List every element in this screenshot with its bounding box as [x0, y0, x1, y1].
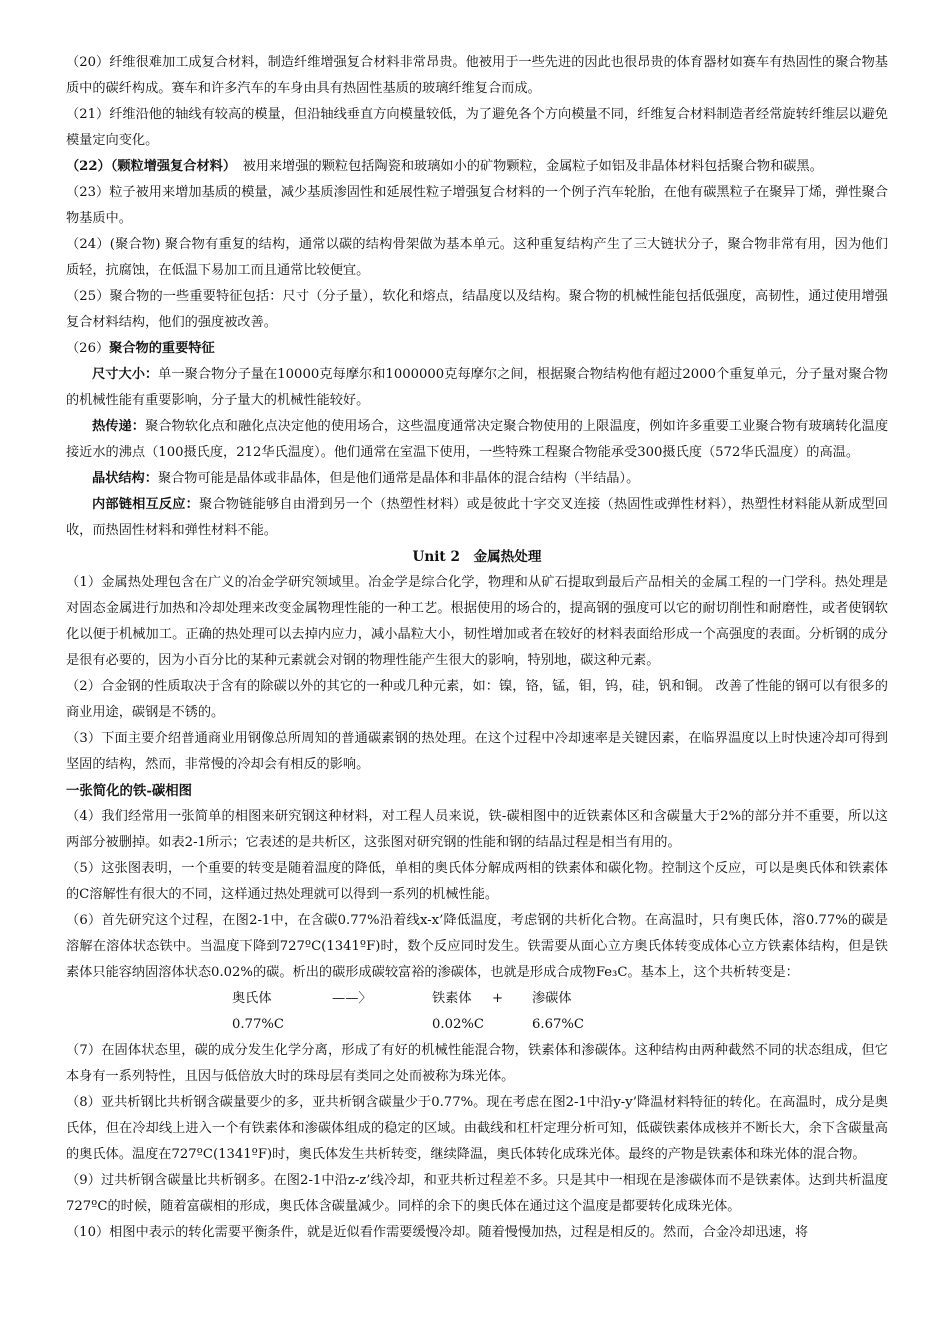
paragraph-22-text: 被用来增强的颗粒包括陶瓷和玻璃如小的矿物颗粒，金属粒子如铝及非晶体材料包括聚合物和碳黑。: [242, 159, 823, 174]
feature-heat: [66, 414, 888, 466]
equation-cementite-carbon: 6.67%C: [532, 1017, 584, 1032]
equation-ferrite-carbon: 0.02%C: [432, 1017, 484, 1032]
section-paragraph-6: （6）首先研究这个过程，在图2-1中，在含碳0.77%沿着线x-x’降低温度，考虑钢的共析化合物。在高温时，只有奥氏体，溶0.77%的碳是溶解在溶体状态铁中。当温度下降到727ºC(1341ºF)时，数个反应同时发生。铁需要从面心立方奥氏体转变成体心立方铁素体结构，但是铁素体只能容纳固溶体状态0.02%的碳。析出的碳形成碳较富裕的渗碳体，也就是形成合成物Fe₃C。基本上，这个共析转变是：: [66, 913, 888, 980]
section-paragraph-10: （10）相图中表示的转化需要平衡条件，就是近似看作需要缓慢冷却。随着慢慢加热，过程是相反的。然而，合金冷却迅速，将: [66, 1225, 809, 1240]
section-paragraph-8: （8）亚共析钢比共析钢含碳量要少的多，亚共析钢含碳量少于0.77%。现在考虑在图2-1中沿y-y’降温材料特征的转化。在高温时，成分是奥氏体，但在冷却线上进入一个有铁素体和渗碳体组成的稳定的区域。由截线和杠杆定理分析可知，低碳铁素体成核并不断长大，余下含碳量高的奥氏体。温度在727ºC(1341ºF)时，奥氏体发生共析转变，继续降温，奥氏体转化成珠光体。最终的产物是铁素体和珠光体的混合物。: [66, 1095, 888, 1162]
paragraph-22-heading: （22）（颗粒增强复合材料）: [66, 159, 230, 174]
section-heading: 一张简化的铁-碳相图: [66, 783, 193, 799]
feature-label: 尺寸大小：: [92, 367, 159, 382]
paragraph-22: [66, 154, 888, 180]
equation-blank: [492, 1012, 532, 1038]
equation-austenite: 奥氏体: [232, 991, 272, 1006]
feature-label: 内部链相互反应：: [92, 497, 200, 512]
paragraph-25: （25）聚合物的一些重要特征包括：尺寸（分子量），软化和熔点，结晶度以及结构。聚合物的机械性能包括低强度，高韧性，通过使用增强复合材料结构，他们的强度被改善。: [66, 289, 888, 330]
feature-size: [66, 362, 888, 414]
feature-label: 晶状结构：: [92, 471, 158, 486]
document-page: [66, 50, 888, 1246]
paragraph-24: （24）(聚合物) 聚合物有重复的结构，通常以碳的结构骨架做为基本单元。这种重复结构产生了三大链状分子，聚合物非常有用，因为他们质轻，抗腐蚀，在低温下易加工而且通常比较便宜。: [66, 237, 888, 278]
section-paragraph-5: （5）这张图表明，一个重要的转变是随着温度的降低，单相的奥氏体分解成两相的铁素体和碳化物。控制这个反应，可以是奥氏体和铁素体的C溶解性有很大的不同，这样通过热处理就可以得到一系列的机械性能。: [66, 861, 888, 902]
eutectoid-equation: [232, 986, 888, 1038]
paragraph-26: [66, 336, 888, 362]
feature-text: 单一聚合物分子量在10000克每摩尔和1000000克每摩尔之间，根据聚合物结构他有超过2000个重复单元，分子量对聚合物的机械性能有重要影响，分子量大的机械性能较好。: [66, 367, 888, 408]
feature-text: 聚合物可能是晶体或非晶体，但是他们通常是晶体和非晶体的混合结构（半结晶）。: [157, 471, 640, 486]
section-paragraph-9: （9）过共析钢含碳量比共析钢多。在图2-1中沿z-z’线冷却，和亚共析过程差不多。只是其中一相现在是渗碳体而不是铁素体。达到共析温度727ºC的时候，随着富碳相的形成，奥氏体含碳量减少。同样的余下的奥氏体在通过这个温度是都要转化成珠光体。: [66, 1173, 888, 1214]
paragraph-26-number: （26）: [66, 341, 110, 356]
equation-ferrite: 铁素体: [432, 991, 472, 1006]
equation-blank: [332, 1012, 432, 1038]
section-paragraph-4: （4）我们经常用一张简单的相图来研究钢这种材料，对工程人员来说，铁-碳相图中的近铁素体区和含碳量大于2%的部分并不重要，所以这两部分被删掉。如表2-1所示；它表述的是共析区，这张图对研究钢的性能和钢的结晶过程是相当有用的。: [66, 809, 888, 850]
unit-paragraph-3: （3）下面主要介绍普通商业用钢像总所周知的普通碳素钢的热处理。在这个过程中冷却速率是关键因素，在临界温度以上时快速冷却可得到坚固的结构，然而，非常慢的冷却会有相反的影响。: [66, 731, 888, 772]
feature-text: 聚合物链能够自由滑到另一个（热塑性材料）或是彼此十字交叉连接（热固性或弹性材料），热塑性材料能从新成型回收，而热固性材料和弹性材料不能。: [66, 497, 888, 538]
section-paragraph-7: （7）在固体状态里，碳的成分发生化学分离，形成了有好的机械性能混合物，铁素体和渗碳体。这种结构由两种截然不同的状态组成，但它本身有一系列特性，且因与低倍放大时的珠母层有类同之处而被称为珠光体。: [66, 1043, 888, 1084]
paragraph-20: （20）纤维很难加工成复合材料，制造纤维增强复合材料非常昂贵。他被用于一些先进的因此也很昂贵的体育器材如赛车有热固性的聚合物基质中的碳纤构成。赛车和许多汽车的车身由具有热固性基质的玻璃纤维复合而成。: [66, 55, 888, 96]
paragraph-26-heading: 聚合物的重要特征: [109, 341, 215, 356]
equation-arrow: ——〉: [332, 991, 372, 1006]
paragraph-21: （21）纤维沿他的轴线有较高的模量，但沿轴线垂直方向模量较低，为了避免各个方向模量不同，纤维复合材料制造者经常旋转纤维层以避免模量定向变化。: [66, 107, 888, 148]
feature-chain: [66, 492, 888, 544]
feature-label: 热传递：: [92, 419, 146, 434]
unit-paragraph-2: （2）合金钢的性质取决于含有的除碳以外的其它的一种或几种元素，如：镍，铬，锰，钼，钨，硅，钒和铜。 改善了性能的钢可以有很多的商业用途，碳钢是不锈的。: [66, 679, 888, 720]
unit-paragraph-1: （1）金属热处理包含在广义的冶金学研究领域里。冶金学是综合化学，物理和从矿石提取到最后产品相关的金属工程的一门学科。热处理是对固态金属进行加热和冷却处理来改变金属物理性能的一种工艺。根据使用的场合的，提高钢的强度可以它的耐切削性和耐磨性，或者使钢软化以便于机械加工。正确的热处理可以去掉内应力，减小晶粒大小，韧性增加或者在较好的材料表面给形成一个高强度的表面。分析钢的成分是很有必要的，因为小百分比的某种元素就会对钢的物理性能产生很大的影响，特别地，碳这种元素。: [66, 575, 888, 668]
feature-crystal: [66, 466, 888, 492]
paragraph-23: （23）粒子被用来增加基质的模量，减少基质渗固性和延展性粒子增强复合材料的一个例子汽车轮胎，在他有碳黑粒子在聚异丁烯，弹性聚合物基质中。: [66, 185, 888, 226]
unit-title: Unit 2 金属热处理: [412, 549, 542, 565]
equation-cementite: 渗碳体: [532, 991, 572, 1006]
feature-text: 聚合物软化点和融化点决定他的使用场合，这些温度通常决定聚合物使用的上限温度，例如许多重要工业聚合物有玻璃转化温度接近水的沸点（100摄氏度，212华氏温度）。他们通常在室温下使用，一些特殊工程聚合物能承受300摄氏度（572华氏温度）的高温。: [66, 419, 889, 460]
equation-austenite-carbon: 0.77%C: [232, 1017, 284, 1032]
equation-plus: +: [492, 991, 504, 1006]
